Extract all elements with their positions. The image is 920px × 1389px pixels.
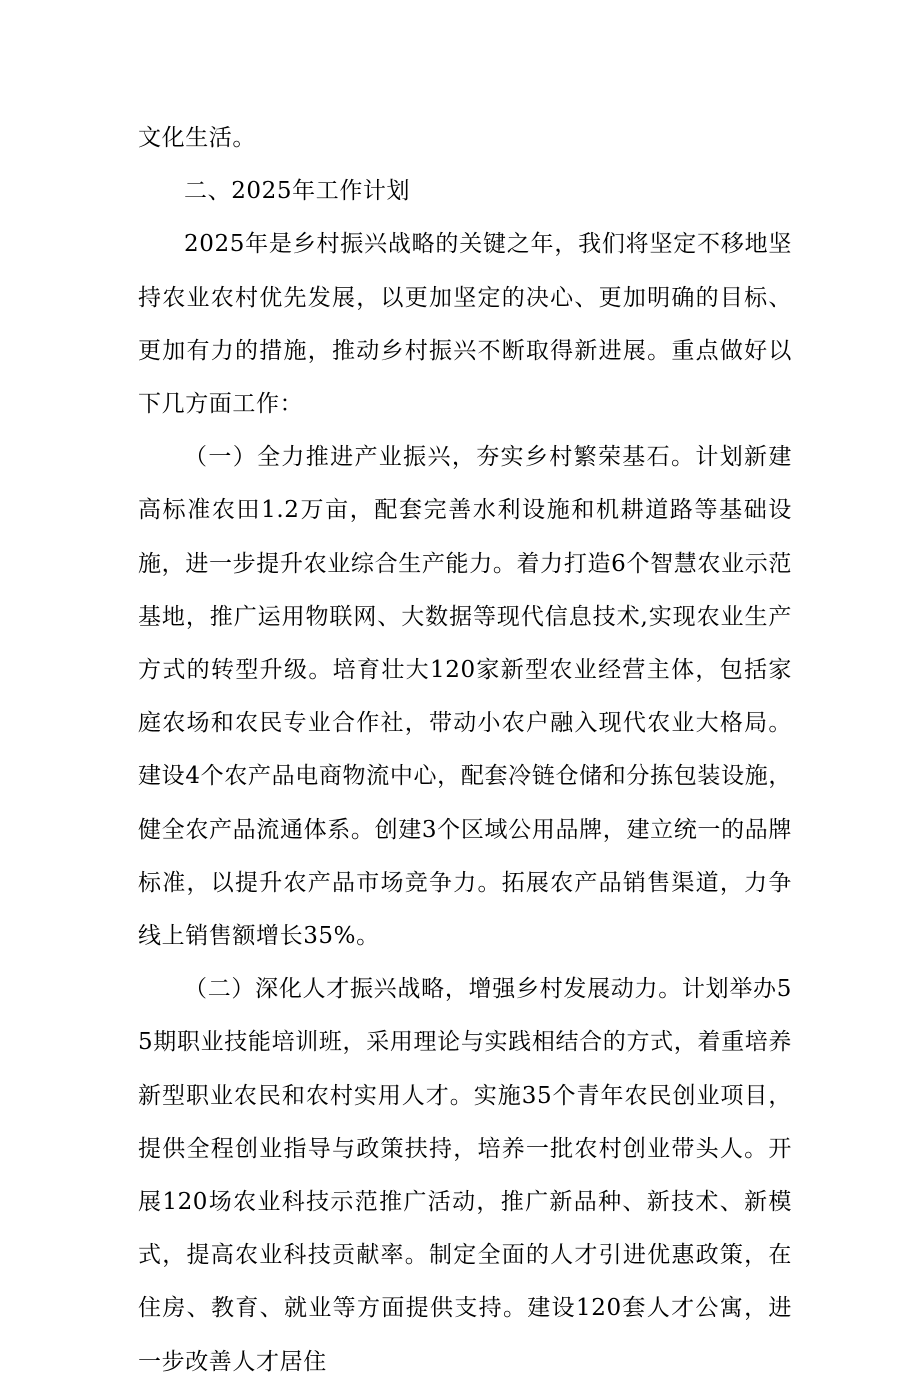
paragraph-industry: （一）全力推进产业振兴，夯实乡村繁荣基石。计划新建高标准农田1.2万亩，配套完善水利设施和机耕道路等基础设施，进一步提升农业综合生产能力。着力打造6个智慧农业示范基地，推广运用物联网、大数据等现代信息技术,实现农业生产方式的转型升级。培育壮大120家新型农业经营主体，包括家庭农场和农民专业合作社，带动小农户融入现代农业大格局。建设4个农产品电商物流中心，配套冷链仓储和分拣包装设施，健全农产品流通体系。创建3个区域公用品牌，建立统一的品牌标准，以提升农产品市场竞争力。拓展农产品销售渠道，力争线上销售额增长35%。 (138, 444, 792, 950)
section-heading: 二、2025年工作计划 (184, 178, 411, 205)
paragraph-talent: （二）深化人才振兴战略，增强乡村发展动力。计划举办55期职业技能培训班，采用理论与实践相结合的方式，着重培养新型职业农民和农村实用人才。实施35个青年农民创业项目，提供全程创业指导与政策扶持，培养一批农村创业带头人。开展120场农业科技示范推广活动，推广新品种、新技术、新模式，提高农业科技贡献率。制定全面的人才引进优惠政策，在住房、教育、就业等方面提供支持。建设120套人才公寓，进一步改善人才居住 (138, 976, 792, 1375)
paragraph-continuation: 文化生活。 (138, 125, 256, 151)
paragraph-intro: 2025年是乡村振兴战略的关键之年，我们将坚定不移地坚持农业农村优先发展，以更加坚定的决心、更加明确的目标、更加有力的措施，推动乡村振兴不断取得新进展。重点做好以下几方面工作： (138, 231, 792, 418)
